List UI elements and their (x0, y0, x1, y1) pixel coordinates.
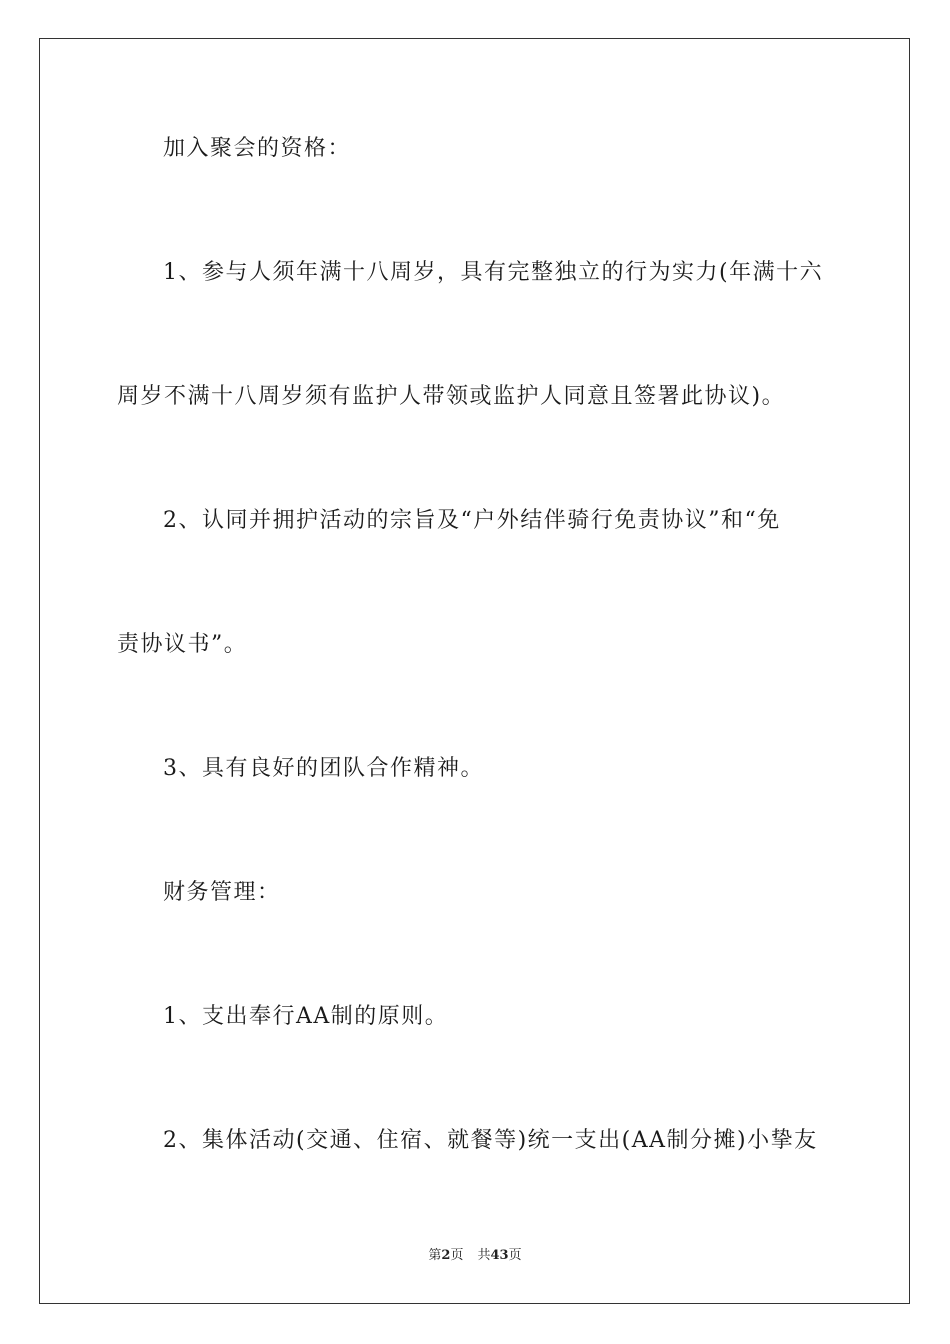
total-suffix: 页 (508, 1248, 522, 1263)
total-pages: 43 (490, 1248, 509, 1263)
paragraph-line: 2、认同并拥护活动的宗旨及“户外结伴骑行免责协议”和“免 (163, 508, 781, 533)
paragraph-line: 2、集体活动(交通、住宿、就餐等)统一支出(AA制分摊)小挚友 (163, 1128, 818, 1153)
total-prefix: 共 (477, 1248, 491, 1263)
page-border (39, 38, 910, 1304)
page-suffix: 页 (450, 1248, 464, 1263)
paragraph-line: 3、具有良好的团队合作精神。 (163, 756, 484, 781)
paragraph-line: 加入聚会的资格： (163, 136, 352, 161)
paragraph-line: 1、支出奉行AA制的原则。 (163, 1004, 449, 1029)
page-footer (0, 1247, 950, 1265)
paragraph-line: 责协议书”。 (117, 632, 248, 657)
paragraph-line: 财务管理： (163, 880, 281, 905)
page-prefix: 第 (428, 1248, 442, 1263)
page-number: 2 (441, 1248, 451, 1263)
paragraph-line: 周岁不满十八周岁须有监护人带领或监护人同意且签署此协议)。 (117, 384, 786, 409)
paragraph-line: 1、参与人须年满十八周岁，具有完整独立的行为实力(年满十六 (163, 260, 824, 285)
